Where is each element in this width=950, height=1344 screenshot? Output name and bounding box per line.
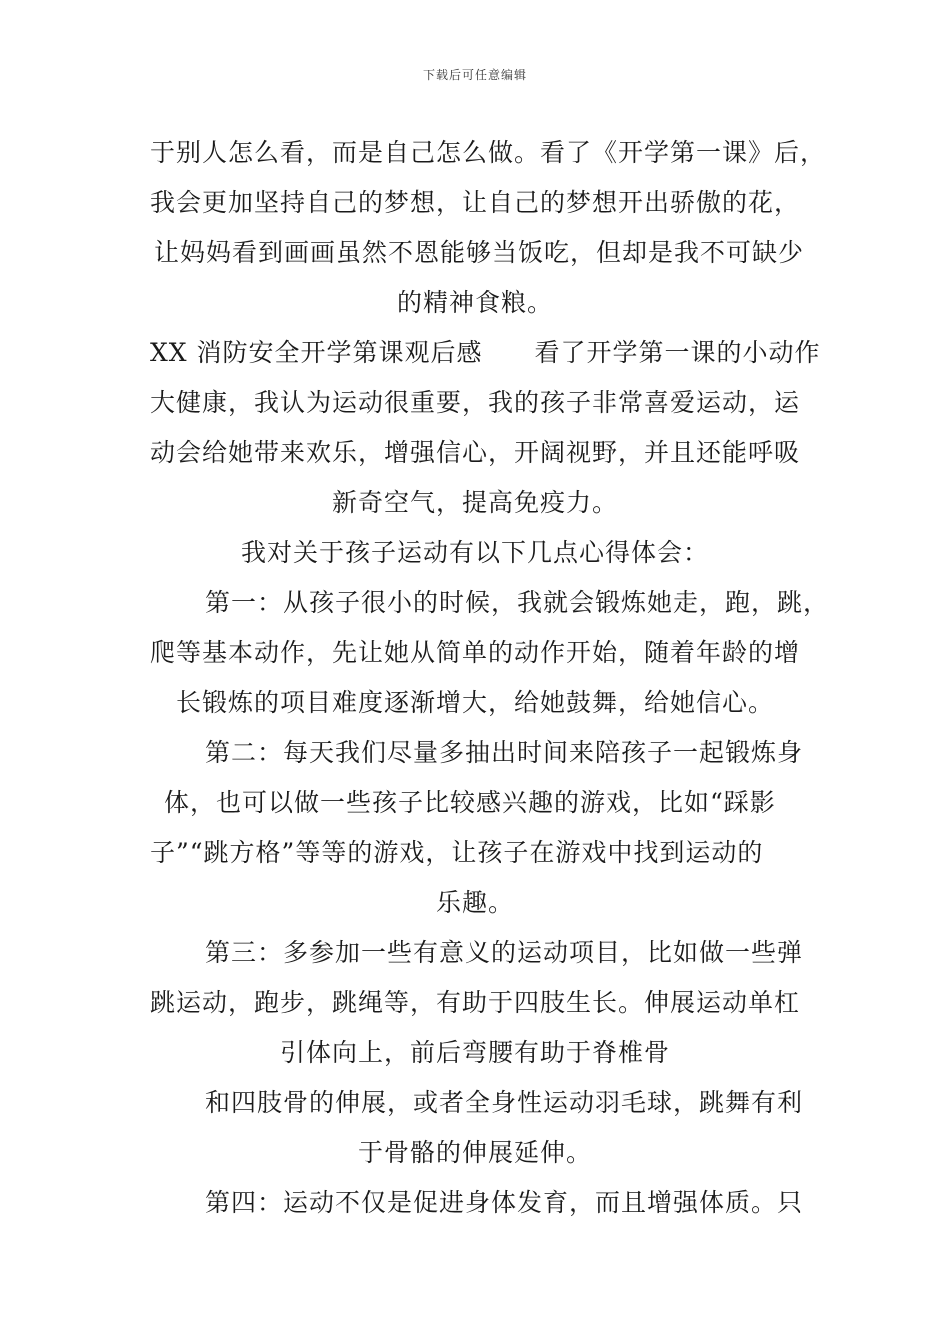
text-line: 我会更加坚持自己的梦想，让自己的梦想开出骄傲的花， <box>150 188 801 217</box>
page-header-note: 下载后可任意编辑 <box>422 68 527 82</box>
text-line: 于别人怎么看，而是自己怎么做。看了《开学第一课》后， <box>150 138 827 167</box>
text-line: 长锻炼的项目难度逐渐增大，给她鼓舞，给她信心。 <box>175 688 774 717</box>
text-line: 爬等基本动作，先让她从简单的动作开始，随着年龄的增 <box>150 638 801 667</box>
text-line: 和四肢骨的伸展，或者全身性运动羽毛球，跳舞有利 <box>205 1088 804 1117</box>
text-line: 于骨骼的伸展延伸。 <box>357 1138 592 1167</box>
text-line: 第二：每天我们尽量多抽出时间来陪孩子一起锻炼身 <box>205 738 804 767</box>
text-line: 体，也可以做一些孩子比较感兴趣的游戏，比如“踩影 <box>164 788 776 817</box>
text-line: 新奇空气，提高免疫力。 <box>331 488 618 517</box>
text-line: XX 消防安全开学第课观后感 看了开学第一课的小动作 <box>150 338 821 367</box>
text-line: 跳运动，跑步，跳绳等，有助于四肢生长。伸展运动单杠 <box>150 988 801 1017</box>
text-line: 子”“跳方格”等等的游戏，让孩子在游戏中找到运动的 <box>150 838 764 867</box>
text-line: 引体向上，前后弯腰有助于脊椎骨 <box>279 1038 670 1067</box>
text-line: 第四：运动不仅是促进身体发育，而且增强体质。只 <box>205 1188 804 1217</box>
document-body <box>150 128 830 1228</box>
text-line: 大健康，我认为运动很重要，我的孩子非常喜爱运动，运 <box>150 388 801 417</box>
text-line: 乐趣。 <box>435 888 514 917</box>
text-line: 第一：从孩子很小的时候，我就会锻炼她走，跑，跳， <box>205 588 830 617</box>
text-line: 我对关于孩子运动有以下几点心得体会： <box>240 538 709 567</box>
text-line: 第三：多参加一些有意义的运动项目，比如做一些弹 <box>205 938 804 967</box>
text-line: 动会给她带来欢乐，增强信心，开阔视野，并且还能呼吸 <box>150 438 801 467</box>
text-line: 让妈妈看到画画虽然不恩能够当饭吃，但却是我不可缺少 <box>154 238 805 267</box>
text-line: 的精神食粮。 <box>396 288 553 317</box>
